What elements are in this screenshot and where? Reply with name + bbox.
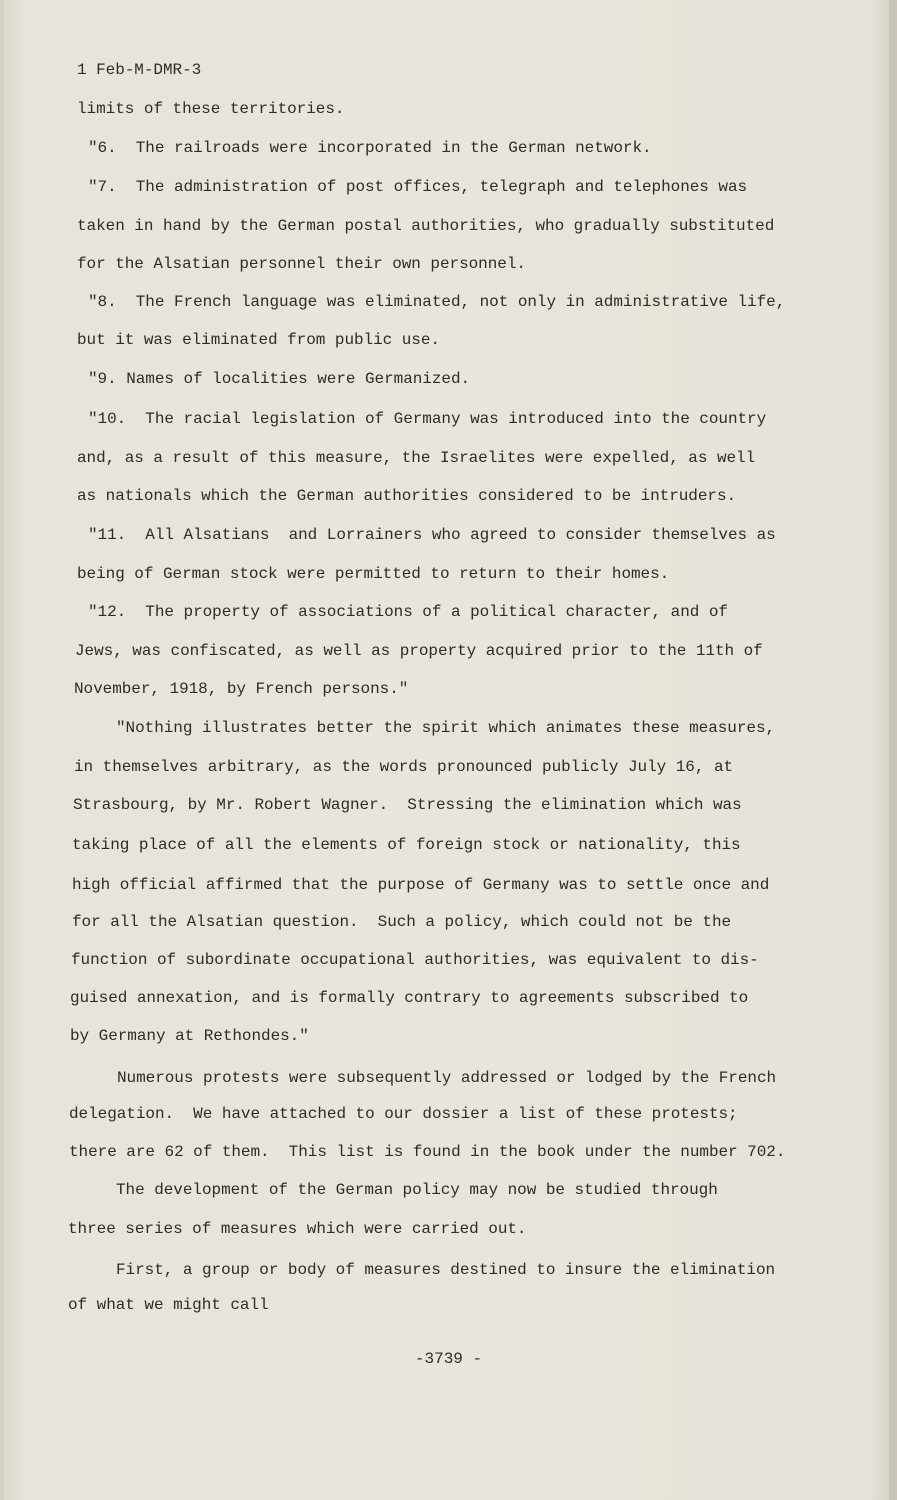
text-line: "7. The administration of post offices, telegraph and telephones was — [88, 178, 748, 196]
text-line: Numerous protests were subsequently addressed or lodged by the French — [117, 1069, 777, 1087]
text-line: November, 1918, by French persons." — [74, 680, 409, 698]
text-line: "6. The railroads were incorporated in the German network. — [88, 139, 652, 157]
text-line: "10. The racial legislation of Germany was introduced into the country — [88, 410, 767, 428]
text-line: by Germany at Rethondes." — [70, 1027, 309, 1045]
text-line: and, as a result of this measure, the Israelites were expelled, as well — [77, 449, 756, 467]
text-line: Jews, was confiscated, as well as property acquired prior to the 11th of — [75, 642, 763, 660]
text-line: in themselves arbitrary, as the words pronounced publicly July 16, at — [74, 758, 734, 776]
text-line: three series of measures which were carried out. — [68, 1220, 527, 1238]
text-line: delegation. We have attached to our dossier a list of these protests; — [69, 1105, 738, 1123]
text-line: "11. All Alsatians and Lorrainers who agreed to consider themselves as — [88, 526, 776, 544]
text-line: as nationals which the German authorities considered to be intruders. — [77, 487, 737, 505]
page-number: -3739 - — [414, 1350, 483, 1368]
page-edge-left — [0, 0, 4, 1500]
text-line: for the Alsatian personnel their own personnel. — [77, 255, 526, 273]
text-line: but it was eliminated from public use. — [77, 331, 440, 349]
text-line: "Nothing illustrates better the spirit which animates these measures, — [116, 719, 776, 737]
text-line: high official affirmed that the purpose of Germany was to settle once and — [72, 876, 770, 894]
text-line: Strasbourg, by Mr. Robert Wagner. Stressing the elimination which was — [73, 796, 742, 814]
text-line: taking place of all the elements of foreign stock or nationality, this — [72, 836, 741, 854]
text-line: being of German stock were permitted to return to their homes. — [77, 565, 670, 583]
page-edge-right — [889, 0, 897, 1500]
text-line: for all the Alsatian question. Such a policy, which could not be the — [72, 913, 732, 931]
text-line: guised annexation, and is formally contrary to agreements subscribed to — [70, 989, 749, 1007]
text-line: there are 62 of them. This list is found in the book under the number 702. — [69, 1143, 786, 1161]
text-line: function of subordinate occupational authorities, was equivalent to dis- — [71, 951, 759, 969]
text-line: First, a group or body of measures destined to insure the elimination — [116, 1261, 776, 1279]
text-line: limits of these territories. — [77, 100, 345, 118]
document-reference: 1 Feb-M-DMR-3 — [77, 61, 202, 79]
text-line: "12. The property of associations of a political character, and of — [88, 603, 728, 621]
text-line: The development of the German policy may now be studied through — [116, 1181, 718, 1199]
text-line: "8. The French language was eliminated, not only in administrative life, — [88, 293, 786, 311]
text-line: of what we might call — [68, 1296, 269, 1314]
text-line: taken in hand by the German postal authorities, who gradually substituted — [77, 217, 775, 235]
text-line: "9. Names of localities were Germanized. — [88, 370, 471, 388]
